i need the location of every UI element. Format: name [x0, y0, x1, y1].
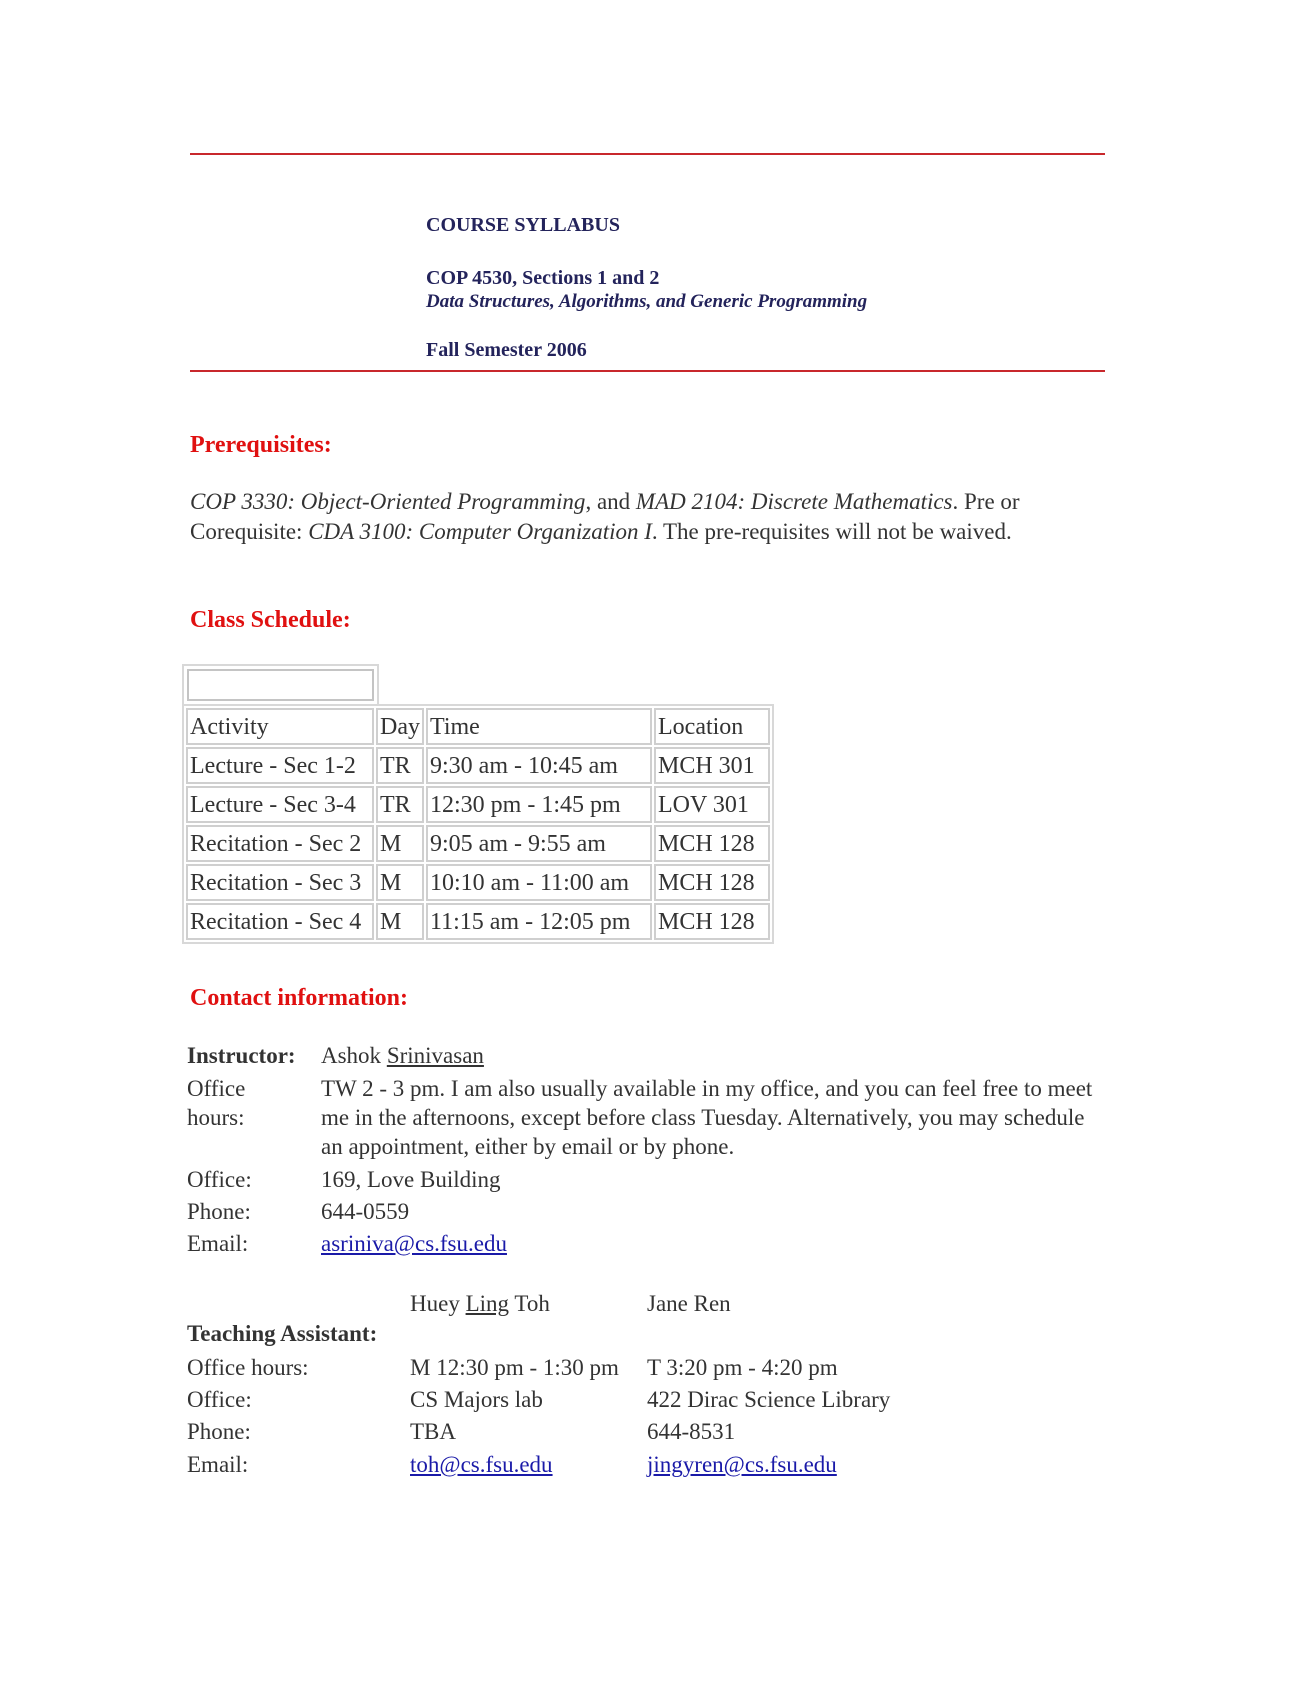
- ta2-office: 422 Dirac Science Library: [647, 1387, 891, 1412]
- table-row: [186, 903, 770, 940]
- instructor-label: Instructor:: [187, 1043, 296, 1068]
- table-cell: M: [376, 903, 424, 940]
- ta1-last-name: Toh: [514, 1291, 550, 1316]
- instructor-name: [321, 1041, 484, 1070]
- table-cell: LOV 301: [654, 786, 770, 823]
- office-label: Office:: [187, 1167, 252, 1192]
- prerequisites-heading: Prerequisites:: [190, 432, 332, 458]
- table-row: [186, 864, 770, 901]
- ta2-name: Jane Ren: [647, 1291, 731, 1316]
- top-rule: [190, 153, 1105, 155]
- ta2-office-hours: T 3:20 pm - 4:20 pm: [647, 1355, 838, 1380]
- instructor-first-name: Ashok: [321, 1043, 382, 1068]
- table-cell: MCH 128: [654, 903, 770, 940]
- table-cell: MCH 301: [654, 747, 770, 784]
- prereq-course-1: COP 3330: Object-Oriented Programming: [190, 489, 586, 514]
- office-hours-label-line2: hours:: [187, 1105, 245, 1130]
- course-code: COP 4530, Sections 1 and 2: [426, 267, 660, 289]
- header-block: [426, 213, 867, 362]
- ta1-office-hours: M 12:30 pm - 1:30 pm: [410, 1355, 619, 1380]
- schedule-empty-caption: [182, 664, 379, 706]
- table-cell: 11:15 am - 12:05 pm: [426, 903, 652, 940]
- ta2-email-wrap: [647, 1450, 837, 1479]
- table-cell: Recitation - Sec 3: [186, 864, 374, 901]
- table-cell: Lecture - Sec 3-4: [186, 786, 374, 823]
- ta1-email-wrap: [410, 1450, 553, 1479]
- ta1-name: [410, 1289, 550, 1318]
- contact-heading: Contact information:: [190, 985, 408, 1011]
- table-cell: M: [376, 825, 424, 862]
- table-cell: 12:30 pm - 1:45 pm: [426, 786, 652, 823]
- prereq-course-2: MAD 2104: Discrete Mathematics: [635, 489, 953, 514]
- ta-label: Teaching Assistant:: [187, 1321, 378, 1346]
- prerequisites-text: [190, 487, 1095, 547]
- ta-office-hours-label: Office hours:: [187, 1355, 309, 1380]
- bottom-rule: [190, 370, 1105, 372]
- prereq-course-3: CDA 3100: Computer Organization I: [308, 519, 652, 544]
- table-cell: MCH 128: [654, 825, 770, 862]
- course-subtitle: Data Structures, Algorithms, and Generic Programming: [426, 291, 868, 312]
- column-header: Location: [654, 708, 770, 745]
- ta-email-label: Email:: [187, 1452, 249, 1477]
- schedule-table: [182, 704, 774, 944]
- table-cell: 9:05 am - 9:55 am: [426, 825, 652, 862]
- office-hours-label-line1: Office: [187, 1076, 246, 1101]
- semester: Fall Semester 2006: [426, 339, 587, 361]
- ta1-office: CS Majors lab: [410, 1387, 543, 1412]
- column-header: Day: [376, 708, 424, 745]
- office-value: 169, Love Building: [321, 1167, 501, 1192]
- table-cell: Lecture - Sec 1-2: [186, 747, 374, 784]
- prereq-text-1: , and: [585, 489, 636, 514]
- office-hours-label: [187, 1074, 245, 1132]
- ta1-middle-name: Ling: [465, 1291, 510, 1316]
- table-row: [186, 825, 770, 862]
- table-cell: TR: [376, 747, 424, 784]
- table-cell: TR: [376, 786, 424, 823]
- ta-phone-label: Phone:: [187, 1419, 251, 1444]
- phone-value: 644-0559: [321, 1199, 410, 1224]
- table-row: [186, 786, 770, 823]
- email-label: Email:: [187, 1231, 249, 1256]
- table-cell: Recitation - Sec 4: [186, 903, 374, 940]
- instructor-email-link[interactable]: asriniva@cs.fsu.edu: [321, 1231, 507, 1256]
- table-cell: MCH 128: [654, 864, 770, 901]
- ta-office-label: Office:: [187, 1387, 252, 1412]
- syllabus-page: [187, 0, 1105, 1692]
- instructor-last-name: Srinivasan: [386, 1043, 484, 1068]
- ta2-phone: 644-8531: [647, 1419, 736, 1444]
- table-cell: 9:30 am - 10:45 am: [426, 747, 652, 784]
- prereq-text-2: . Pre or Corequisite:: [190, 489, 1020, 544]
- table-cell: Recitation - Sec 2: [186, 825, 374, 862]
- table-cell: 10:10 am - 11:00 am: [426, 864, 652, 901]
- table-row: [186, 747, 770, 784]
- ta1-phone: TBA: [410, 1419, 456, 1444]
- ta1-email-link[interactable]: toh@cs.fsu.edu: [410, 1452, 553, 1477]
- column-header: Time: [426, 708, 652, 745]
- table-cell: M: [376, 864, 424, 901]
- column-header: Activity: [186, 708, 374, 745]
- email-link-wrap: [321, 1229, 507, 1258]
- ta2-email-link[interactable]: jingyren@cs.fsu.edu: [647, 1452, 837, 1477]
- ta1-first-name: Huey: [410, 1291, 460, 1316]
- table-header-row: [186, 708, 770, 745]
- schedule-heading: Class Schedule:: [190, 607, 351, 633]
- page-title: COURSE SYLLABUS: [426, 214, 620, 236]
- prereq-text-3: . The pre-requisites will not be waived.: [651, 519, 1012, 544]
- office-hours-value: TW 2 - 3 pm. I am also usually available in my office, and you can feel free to meet me in the afternoons, except before class Tuesday. Alternatively, you may schedule an appointment, either by email or by phone.: [321, 1076, 1093, 1159]
- phone-label: Phone:: [187, 1199, 251, 1224]
